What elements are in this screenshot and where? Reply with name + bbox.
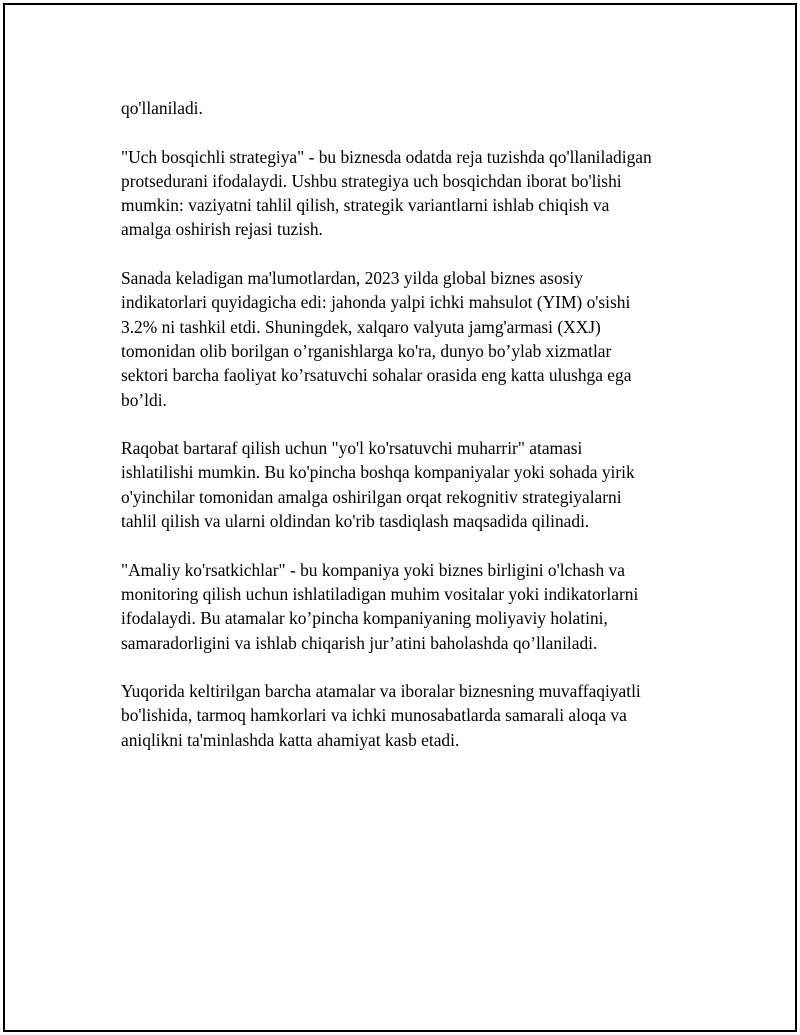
paragraph — [121, 266, 711, 412]
text-line: tahlil qilish va ularni oldindan ko'rib tasdiqlash maqsadida qilinadi. — [121, 511, 590, 532]
text-line: qo'llaniladi. — [121, 98, 203, 118]
paragraph — [121, 436, 711, 533]
text-line: aniqlikni ta'minlashda katta ahamiyat kasb etadi. — [121, 729, 460, 750]
text-line: samaradorligini va ishlab chiqarish jur’atini baholashda qo’llaniladi. — [121, 632, 598, 653]
text-line: mumkin: vaziyatni tahlil qilish, strategik variantlarni ishlab chiqish va — [121, 195, 610, 216]
text-line: protsedurani ifodalaydi. Ushbu strategiya uch bosqichdan iborat bo'lishi — [121, 170, 622, 191]
paragraph — [121, 96, 711, 120]
text-line: 3.2% ni tashkil etdi. Shuningdek, xalqaro valyuta jamg'armasi (XXJ) — [121, 316, 601, 337]
text-line: bo’ldi. — [121, 389, 167, 410]
text-line: ifodalaydi. Bu atamalar ko’pincha kompaniyaning moliyaviy holatini, — [121, 608, 608, 629]
text-line: indikatorlari quyidagicha edi: jahonda yalpi ichki mahsulot (YIM) o'sishi — [121, 292, 631, 313]
document-page — [3, 3, 797, 1032]
text-line: ishlatilishi mumkin. Bu ko'pincha boshqa kompaniyalar yoki sohada yirik — [121, 462, 635, 483]
text-line: Sanada keladigan ma'lumotlardan, 2023 yilda global biznes asosiy — [121, 268, 583, 289]
document-body — [121, 96, 711, 776]
text-line: monitoring qilish uchun ishlatiladigan muhim vositalar yoki indikatorlarni — [121, 583, 639, 604]
text-line: Yuqorida keltirilgan barcha atamalar va iboralar biznesning muvaffaqiyatli — [121, 681, 641, 702]
text-line: o'yinchilar tomonidan amalga oshirilgan orqat rekognitiv strategiyalarni — [121, 486, 622, 507]
text-line: tomonidan olib borilgan o’rganishlarga ko'ra, dunyo bo’ylab xizmatlar — [121, 340, 612, 361]
paragraph — [121, 145, 711, 242]
paragraph — [121, 679, 711, 752]
text-line: sektori barcha faoliyat ko’rsatuvchi sohalar orasida eng katta ulushga ega — [121, 365, 632, 386]
text-line: bo'lishida, tarmoq hamkorlari va ichki munosabatlarda samarali aloqa va — [121, 705, 627, 726]
text-line: Raqobat bartaraf qilish uchun "yo'l ko'rsatuvchi muharrir" atamasi — [121, 438, 583, 459]
text-line: "Uch bosqichli strategiya" - bu biznesda odatda reja tuzishda qo'llaniladigan — [121, 146, 652, 167]
paragraph — [121, 558, 711, 655]
text-line: "Amaliy ko'rsatkichlar" - bu kompaniya yoki biznes birligini o'lchash va — [121, 559, 625, 580]
text-line: amalga oshirish rejasi tuzish. — [121, 219, 323, 240]
